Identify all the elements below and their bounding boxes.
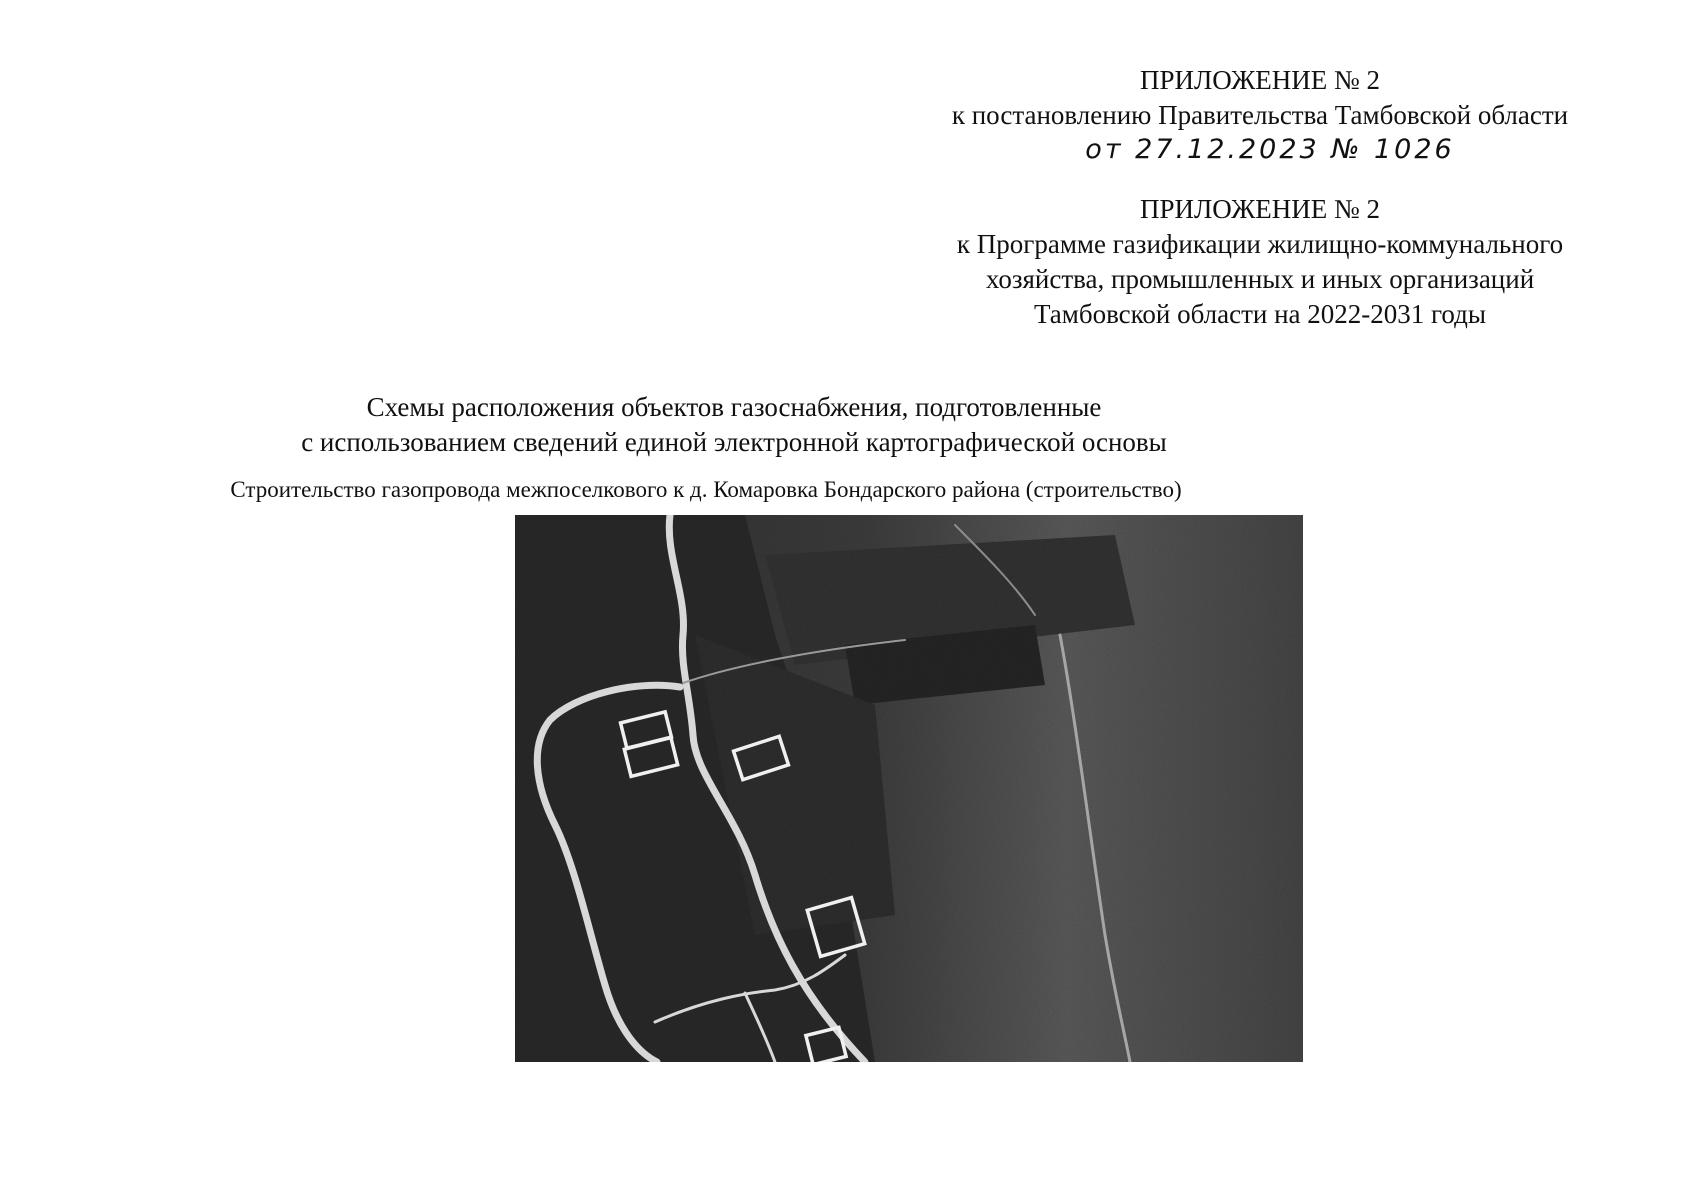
document-title-line-1: Схемы расположения объектов газоснабжения, подготовленные [366,392,1102,422]
document-subtitle: Строительство газопровода межпоселкового к д. Комаровка Бондарского района (строительство) [230,477,1182,502]
approval-title: ПРИЛОЖЕНИЕ № 2 [1139,65,1381,95]
satellite-map-image [515,515,1303,1062]
program-line-1: к Программе газификации жилищно-коммунального [956,229,1564,259]
approval-subtitle: к постановлению Правительства Тамбовской области [951,100,1569,130]
document-title [0,390,1468,460]
approval-header [880,63,1640,167]
program-title: ПРИЛОЖЕНИЕ № 2 [1139,194,1381,224]
document-title-line-2: с использованием сведений единой электронной картографической основы [301,427,1167,457]
satellite-map [515,515,1303,1062]
program-header [880,192,1640,332]
program-line-2: хозяйства, промышленных и иных организаций [985,264,1535,294]
approval-date-number: от 27.12.2023 № 1026 [1085,134,1455,165]
program-line-3: Тамбовской области на 2022-2031 годы [1033,299,1487,329]
